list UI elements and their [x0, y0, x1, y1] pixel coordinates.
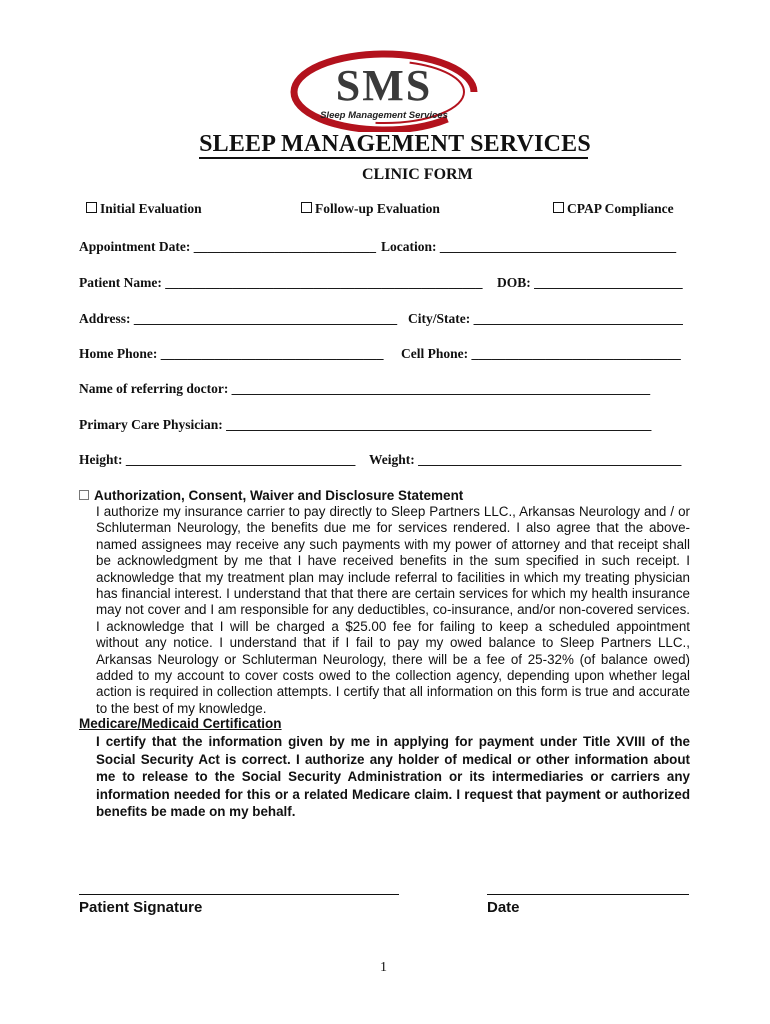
logo-acronym: SMS — [335, 61, 433, 110]
authorization-body: I authorize my insurance carrier to pay directly to Sleep Partners LLC., Arkansas Neurology and / or Schluterman Neurology, the benefits due me for services rendered. I also agree that the above-named assignees may receive any such payments with my power of attorney and that receipt shall be acknowledgment by me that I have received benefits in the sum specified in such receipt. I acknowledge that my treatment plan may include referral to facilities in which my treating physician has financial interest. I understand that that there are certain services for which my health insurance may not cover and I am responsible for any deductibles, co-insurance, and/or non-covered services. I acknowledge that I will be charged a $25.00 fee for failing to keep a scheduled appointment without any notice. I understand that if I fail to pay my owed balance to Sleep Partners LLC., Arkansas Neurology or Schluterman Neurology, there will be a fee of 25-32% (of balance owed) added to my account to cover costs owed to the collection agency, depending upon whether legal action is required in collection attempts. I certify that all information on this form is true and accurate to the best of my knowledge. — [96, 504, 690, 716]
checkbox-label: CPAP Compliance — [567, 201, 674, 216]
date-label: Date — [487, 899, 520, 916]
page-title: SLEEP MANAGEMENT SERVICES — [199, 131, 591, 157]
logo-tagline: Sleep Management Services — [320, 110, 448, 121]
date-signature-line[interactable] — [487, 894, 689, 895]
address-field[interactable]: Address: _______________________________________ — [79, 311, 398, 326]
title-underline — [199, 157, 588, 159]
height-field[interactable]: Height: __________________________________ — [79, 452, 356, 467]
referring-doctor-field[interactable]: Name of referring doctor: ______________________________________________________________ — [79, 381, 651, 396]
page-number: 1 — [380, 960, 387, 975]
checkbox-cpap-compliance[interactable] — [553, 201, 674, 217]
authorization-heading: Authorization, Consent, Waiver and Disclosure Statement — [94, 488, 464, 503]
checkbox-label: Follow-up Evaluation — [315, 201, 440, 216]
medicare-heading: Medicare/Medicaid Certification — [79, 716, 282, 731]
checkbox-initial-evaluation[interactable] — [86, 201, 202, 217]
weight-field[interactable]: Weight: _______________________________________ — [369, 452, 682, 467]
patient-signature-label: Patient Signature — [79, 899, 203, 916]
patient-name-field[interactable]: Patient Name: _______________________________________________ — [79, 275, 483, 290]
location-field[interactable]: Location: ___________________________________ — [381, 239, 677, 254]
authorization-heading-row — [79, 488, 463, 503]
checkbox-follow-up-evaluation[interactable] — [301, 201, 440, 217]
city-state-field[interactable]: City/State: _______________________________ — [408, 311, 683, 326]
patient-signature-line[interactable] — [79, 894, 399, 895]
dob-field[interactable]: DOB: ______________________ — [497, 275, 683, 290]
form-subtitle: CLINIC FORM — [362, 166, 473, 183]
checkbox-icon[interactable] — [553, 202, 564, 213]
checkbox-icon[interactable] — [301, 202, 312, 213]
authorization-checkbox[interactable] — [79, 490, 89, 500]
checkbox-label: Initial Evaluation — [100, 201, 202, 216]
primary-care-field[interactable]: Primary Care Physician: _______________________________________________________________ — [79, 417, 652, 432]
cell-phone-field[interactable]: Cell Phone: _______________________________ — [401, 346, 681, 361]
home-phone-field[interactable]: Home Phone: _________________________________ — [79, 346, 384, 361]
appointment-date-field[interactable]: Appointment Date: ___________________________ — [79, 239, 376, 254]
checkbox-icon[interactable] — [86, 202, 97, 213]
medicare-body: I certify that the information given by me in applying for payment under Title XVIII of the Social Security Act is correct. I authorize any holder of medical or other information about me to release to the Social Security Administration or its intermediaries or carriers any information needed for this or a related Medicare claim. I request that payment or authorized benefits be made on my behalf. — [96, 734, 690, 819]
sms-logo — [288, 50, 480, 132]
